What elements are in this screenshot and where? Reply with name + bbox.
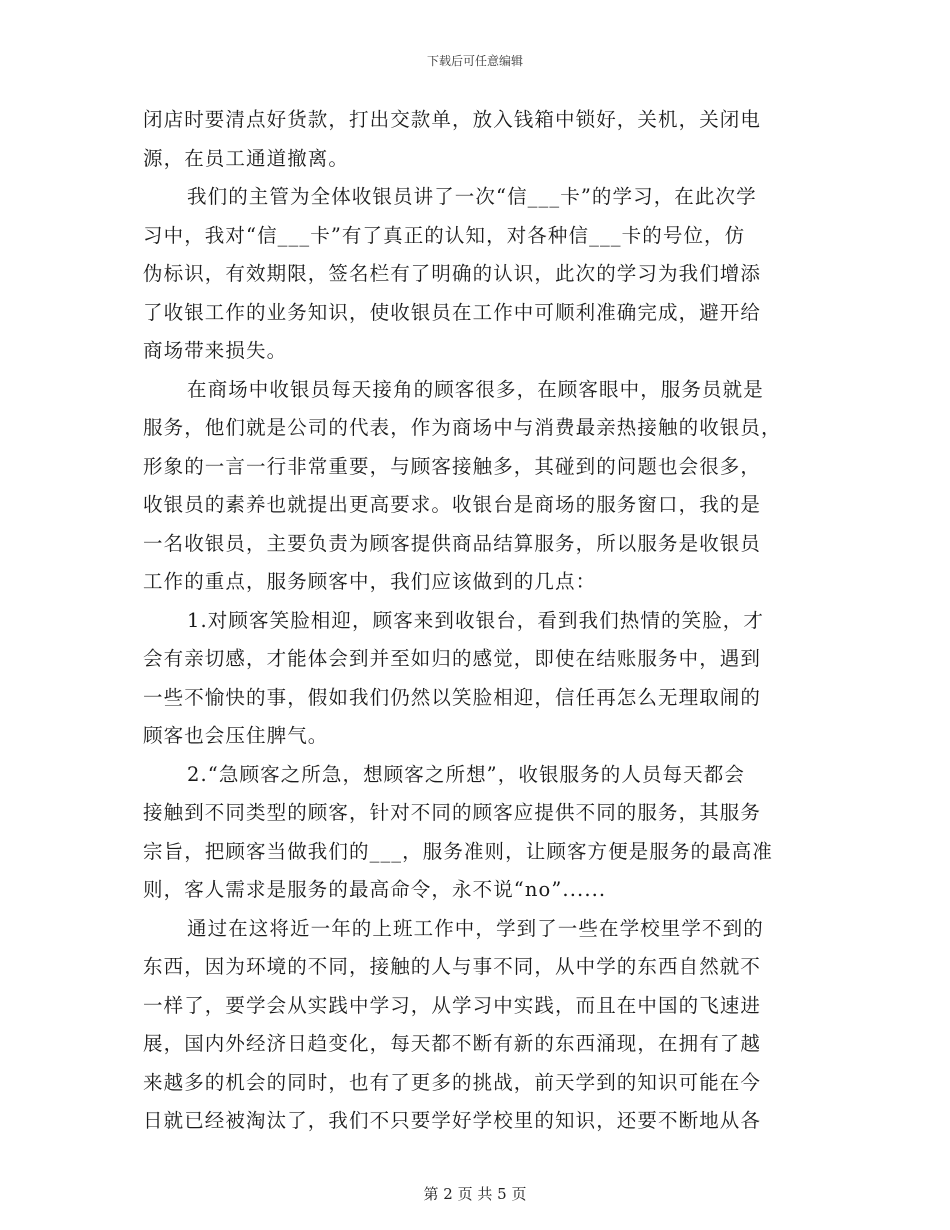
text-line: 了收银工作的业务知识，使收银员在工作中可顺利准确完成，避开给: [143, 300, 762, 324]
text-line: 闭店时要清点好货款，打出交款单，放入钱箱中锁好，关机，关闭电: [143, 108, 762, 131]
paragraph-start-line: 我们的主管为全体收银员讲了一次“信___卡”的学习，在此次学: [187, 185, 757, 208]
text-line: 工作的重点，服务顾客中，我们应该做到的几点：: [143, 570, 597, 593]
text-line: 形象的一言一行非常重要，与顾客接触多，其碰到的问题也会很多，: [143, 454, 762, 478]
text-line: 则，客人需求是服务的最高命令，永不说“no”......: [143, 878, 607, 901]
text-line: 顾客也会压住脾气。: [143, 724, 329, 747]
text-line: 服务，他们就是公司的代表，作为商场中与消费最亲热接触的收银员，: [143, 416, 782, 439]
text-line: 宗旨，把顾客当做我们的___，服务准则，让顾客方便是服务的最高准: [143, 839, 773, 863]
list-item-start-line: 2.“急顾客之所急，想顾客之所想”，收银服务的人员每天都会: [187, 762, 745, 786]
list-item-start-line: 1.对顾客笑脸相迎，顾客来到收银台，看到我们热情的笑脸，才: [187, 608, 765, 632]
text-line: 接触到不同类型的顾客，针对不同的顾客应提供不同的服务，其服务: [143, 801, 762, 824]
text-line: 一名收银员，主要负责为顾客提供商品结算服务，所以服务是收银员: [143, 531, 762, 555]
text-line: 伪标识，有效期限，签名栏有了明确的认识，此次的学习为我们增添: [143, 262, 762, 285]
text-line: 日就已经被淘汰了，我们不只要学好学校里的知识，还要不断地从各: [143, 1109, 762, 1132]
page-header: 下载后可任意编辑: [426, 54, 523, 68]
document-body: [143, 101, 808, 1141]
text-line: 会有亲切感，才能体会到并至如归的感觉，即使在结账服务中，遇到: [143, 647, 762, 670]
text-line: 源，在员工通道撤离。: [143, 146, 350, 170]
page-number: 第 2 页 共 5 页: [423, 1185, 527, 1203]
text-line: 东西，因为环境的不同，接触的人与事不同，从中学的东西自然就不: [143, 955, 762, 978]
text-line: 来越多的机会的同时，也有了更多的挑战，前天学到的知识可能在今: [143, 1070, 762, 1094]
text-line: 习中，我对“信___卡”有了真正的认知，对各种信___卡的号位，仿: [143, 223, 746, 247]
paragraph-start-line: 在商场中收银员每天接角的顾客很多，在顾客眼中，服务员就是: [187, 377, 764, 401]
text-line: 一些不愉快的事，假如我们仍然以笑脸相迎，信任再怎么无理取闹的: [143, 685, 762, 709]
paragraph-start-line: 通过在这将近一年的上班工作中，学到了一些在学校里学不到的: [187, 916, 764, 940]
text-line: 收银员的素养也就提出更高要求。收银台是商场的服务窗口，我的是: [143, 493, 762, 516]
text-line: 商场带来损失。: [143, 339, 288, 362]
text-line: 一样了，要学会从实践中学习，从学习中实践，而且在中国的飞速进: [143, 993, 762, 1017]
text-line: 展，国内外经济日趋变化，每天都不断有新的东西涌现，在拥有了越: [143, 1032, 762, 1055]
